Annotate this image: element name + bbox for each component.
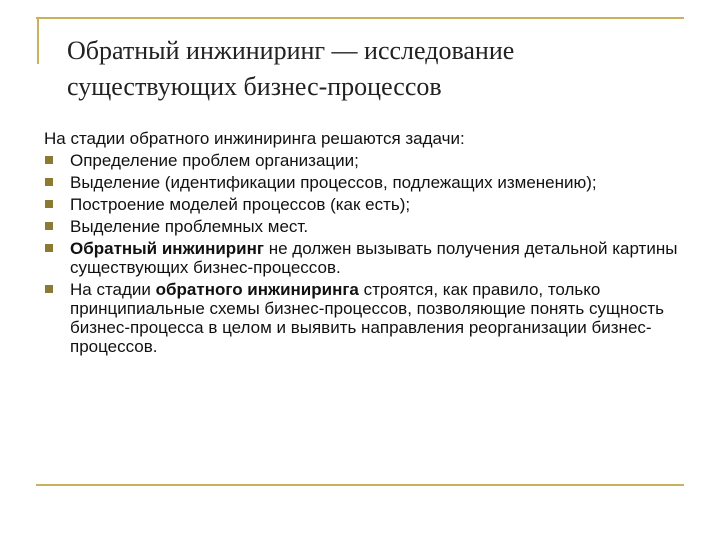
bullet-text-part: Определение проблем организации; (70, 151, 359, 170)
intro-text: На стадии обратного инжиниринга решаются задачи: (44, 129, 465, 148)
square-bullet-icon (45, 244, 53, 252)
bullet-text-bold: Обратный инжиниринг (70, 239, 264, 258)
bullet-item (44, 217, 684, 236)
bullet-text-part: Построение моделей процессов (как есть); (70, 195, 411, 214)
bullet-text (70, 195, 410, 214)
slide-body (44, 129, 684, 359)
slide-title (67, 33, 687, 105)
bullet-text-part: не должен вызывать получения детальной картины существующих бизнес-процессов. (70, 239, 678, 277)
square-bullet-icon (45, 156, 53, 164)
bullet-item (44, 173, 684, 192)
square-bullet-icon (45, 200, 53, 208)
bullet-text (70, 173, 597, 192)
bullet-item (44, 239, 684, 277)
bullet-text-part: строятся, как правило, только принципиальные схемы бизнес-процессов, позволяющие понять сущность бизнес-процесса в целом и выявить направления реорганизации бизнес-процессов. (70, 280, 664, 356)
bullet-text-part: На стадии (70, 280, 156, 299)
square-bullet-icon (45, 222, 53, 230)
top-divider-line (36, 17, 684, 19)
left-divider-line (37, 18, 39, 64)
bullet-text (70, 280, 664, 356)
bullet-item (44, 151, 684, 170)
bullet-list (44, 151, 684, 356)
bullet-text (70, 217, 308, 236)
square-bullet-icon (45, 178, 53, 186)
bottom-divider-line (36, 484, 684, 486)
title-line-2: существующих бизнес-процессов (67, 72, 442, 101)
bullet-text-part: Выделение проблемных мест. (70, 217, 309, 236)
square-bullet-icon (45, 285, 53, 293)
title-line-1: Обратный инжиниринг — исследование (67, 36, 515, 65)
bullet-text (70, 151, 359, 170)
bullet-text-bold: обратного инжиниринга (155, 280, 359, 299)
bullet-text-part: Выделение (идентификации процессов, подлежащих изменению); (70, 173, 597, 192)
bullet-text (70, 239, 677, 277)
bullet-item (44, 280, 684, 356)
bullet-item (44, 195, 684, 214)
